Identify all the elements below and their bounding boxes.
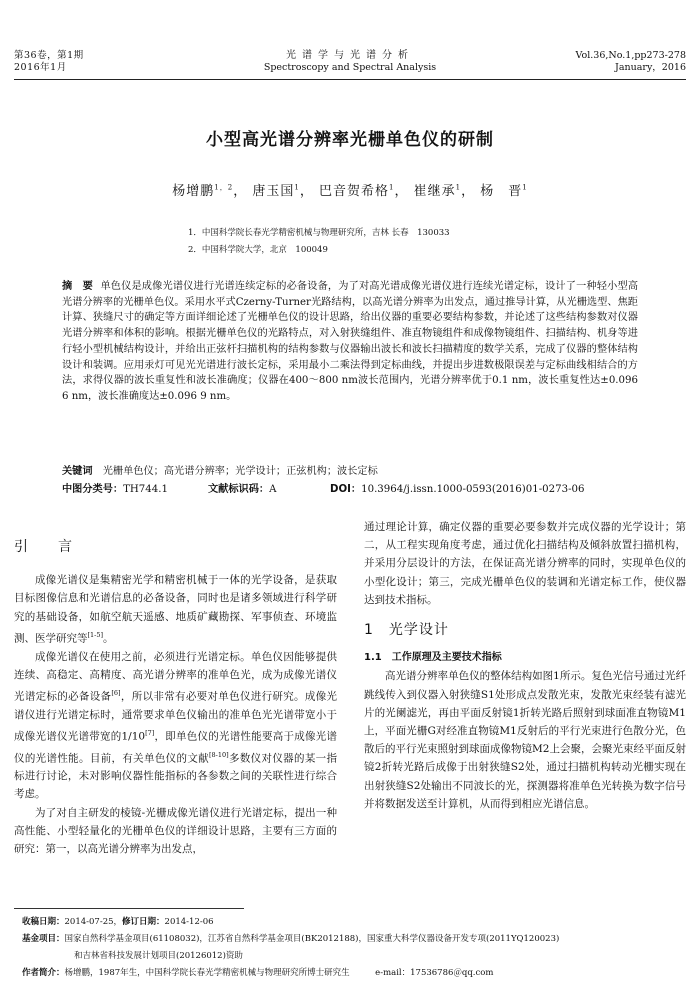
journal-name-en: Spectroscopy and Spectral Analysis (263, 62, 437, 73)
right-column (364, 518, 686, 813)
abstract (62, 279, 638, 405)
author-affiliation-mark: 1 (455, 183, 462, 192)
volume-pages: Vol.36,No.1,pp273-278 (575, 50, 686, 61)
author-name: 巴音贺希格 (318, 184, 389, 199)
intro-paragraph-1: 成像光谱仪是集精密光学和精密机械于一体的光学设备，是获取目标图像信息和光谱信息的必备设备，同时也是诸多领域进行科学研究的基础设备，如航空航天遥感、地质矿藏勘探、军事侦查、环境监测、医学研究等[1-5]。 (14, 574, 337, 645)
author-separator: ， (233, 184, 248, 199)
author-name: 杨增鹏 (172, 184, 215, 199)
intro-paragraph-3: 为了对自主研发的棱镜-光栅成像光谱仪进行光谱定标，提出一种高性能、小型轻量化的光栅单色仪的详细设计思路，主要有三方面的研究：第一，以高光谱分辨率为出发点， (14, 806, 337, 856)
author-name: 唐玉国 (252, 184, 295, 199)
classification-line (62, 482, 638, 498)
author-email: e-mail：17536786＠qq.com (375, 968, 494, 978)
section-1-1-paragraph: 高光谱分辨率单色仪的整体结构如图1所示。复色光信号通过光纤跳线传入到仪器入射狭缝S1处形成点发散光束，发散光束经装有滤光片的光阑滤光，再由平面反射镜1折转光路后照射到球面准直物镜M1上，平面光栅G对经准直物镜M1反射后的平行光束进行色散分光，色散后的平行光束照射到球面成像物镜M2上会聚，会聚光束经平面反射镜2折转光路后成像于出射狭缝S2处，通过扫描机构转动光栅实现在出射狭缝S2处输出不同波长的光，探测器将准单色光转换为数字信号并将数据发送至计算机，从而得到相应光谱信息。 (364, 670, 686, 810)
journal-name (200, 50, 500, 74)
affiliations (188, 225, 450, 259)
issue-date-cn: 2016年1月 (14, 62, 67, 73)
keywords-text: 光栅单色仪；高光谱分辨率；光学设计；正弦机构；波长定标 (102, 466, 378, 477)
footnotes (22, 914, 692, 982)
received-date: 2014-07-25， (64, 917, 123, 927)
funding-line-2: 和吉林省科技发展计划项目(20126012)资助 (74, 951, 243, 961)
doc-code-label: 文献标识码： (208, 484, 270, 495)
author-affiliation-mark: 1 (389, 183, 395, 192)
author-affiliation-mark: 1，2 (214, 183, 234, 192)
journal-name-cn: 光谱学与光谱分析 (286, 50, 414, 61)
header-rule (14, 79, 686, 80)
author-separator: ， (461, 184, 476, 199)
revised-date: 2014-12-06 (164, 917, 214, 927)
funding-text: 国家自然科学基金项目(61108032)，江苏省自然科学基金项目(BK2012188)，国家重大科学仪器设备开发专项(2011YQ120023) (64, 934, 560, 944)
affiliation-1: 1．中国科学院长春光学精密机械与物理研究所，吉林 长春 130033 (188, 228, 450, 238)
author-bio-line: 作者简介：杨增鹏，1987年生，中国科学院长春光学精密机械与物理研究所博士研究生 e-mail：17536786＠qq.com (22, 968, 494, 978)
subsection-1-1-heading: 1.1 工作原理及主要技术指标 (364, 652, 502, 664)
author-name: 崔继承 (413, 184, 456, 199)
author-separator: ， (299, 184, 314, 199)
intro-paragraph-2: 成像光谱仪在使用之前，必须进行光谱定标。单色仪因能够提供连续、高稳定、高精度、高光谱分辨率的准单色光，成为成像光谱仪光谱定标的必备设备[6]，所以非常有必要对单色仪进行研究。成像光谱仪进行光谱定标时，通常要求单色仪输出的准单色光光谱带宽小于成像光谱仪光谱带宽的1/10[7]，即单色仪的光谱性能要高于成像光谱仪的光谱性能。目前，有关单色仪的文献[8-10]多数仪对仪器的某一指标进行讨论，未对影响仪器性能指标的各参数之间的关联性进行综合考虑。 (14, 650, 338, 801)
author-list (0, 180, 700, 199)
footnote-rule (14, 908, 244, 909)
funding-line: 基金项目：国家自然科学基金项目(61108032)，江苏省自然科学基金项目(BK2012188)，国家重大科学仪器设备开发专项(2011YQ120023) (22, 934, 560, 944)
keywords (62, 464, 638, 480)
section-1-heading: 1 光学设计 (364, 622, 449, 639)
author-affiliation-mark: 1 (522, 183, 528, 192)
intro-continuation: 通过理论计算，确定仪器的重要必要参数并完成仪器的光学设计；第二，从工程实现角度考虑，通过优化扫描结构及倾斜放置扫描机构，并采用分层设计的方法，在保证高光谱分辨率的同时，实现单色仪的小型化设计；第三，完成光栅单色仪的装调和光谱定标工作，使仪器达到技术指标。 (364, 521, 686, 606)
abstract-text: 单色仪是成像光谱仪进行光谱连续定标的必备设备，为了对高光谱成像光谱仪进行连续光谱定标，设计了一种轻小型高光谱分辨率的光栅单色仪。采用水平式Czerny-Turner光路结构，以高光谱分辨率为出发点，通过推导计算，从光栅选型、焦距计算、狭缝尺寸的确定等方面详细论述了光栅单色仪的设计思路，给出仪器的重要必要结构参数，并论述了这些结构参数对仪器光谱分辨率和体积的影响。根据光栅单色仪的光路特点，对入射狭缝组件、准直物镜组件和成像物镜组件、扫描结构、机身等进行轻小型机械结构设计，并给出正弦杆扫描机构的结构参数与仪器输出波长和波长扫描精度的数学关系，完成了仪器的整体结构设计和装调。应用汞灯可见光光谱进行波长定标，采用最小二乘法得到定标曲线，并提出步进数极限误差与定标曲线相结合的方法，求得仪器的波长重复性和波长准确度；仪器在400～800 nm波长范围内，光谱分辨率优于0.1 nm，波长重复性达±0.096 6 nm，波长准确度达±0.096 9 nm。 (62, 281, 639, 402)
clc-label: 中图分类号： (62, 484, 124, 495)
doi-value: 10.3964/j.issn.1000-0593(2016)01-0273-06 (361, 484, 585, 495)
abstract-label: 摘 要 (62, 281, 94, 292)
citation: [1-5] (87, 630, 104, 639)
issue-date-en: January，2016 (615, 62, 686, 73)
citation: [8-10] (209, 750, 229, 759)
author-bio: 杨增鹏，1987年生，中国科学院长春光学精密机械与物理研究所博士研究生 (64, 968, 350, 978)
journal-issue (14, 50, 84, 74)
keywords-label: 关键词 (62, 466, 93, 477)
doc-code-value: A (269, 484, 277, 495)
author-name: 杨 晋 (480, 184, 523, 199)
citation: [6] (111, 688, 121, 697)
affiliation-2: 2．中国科学院大学，北京 100049 (188, 245, 328, 255)
citation: [7] (145, 728, 155, 737)
clc-value: TH744.1 (123, 484, 168, 495)
intro-heading: 引 言 (14, 539, 80, 555)
doi-label: DOI： (330, 484, 362, 495)
dates-line: 收稿日期：2014-07-25，修订日期：2014-12-06 (22, 917, 214, 927)
left-column (14, 518, 337, 858)
author-separator: ， (394, 184, 409, 199)
paper-title: 小型高光谱分辨率光栅单色仪的研制 (206, 130, 494, 150)
journal-citation (576, 50, 686, 74)
volume-issue: 第36卷，第1期 (14, 50, 84, 61)
author-affiliation-mark: 1 (294, 183, 300, 192)
